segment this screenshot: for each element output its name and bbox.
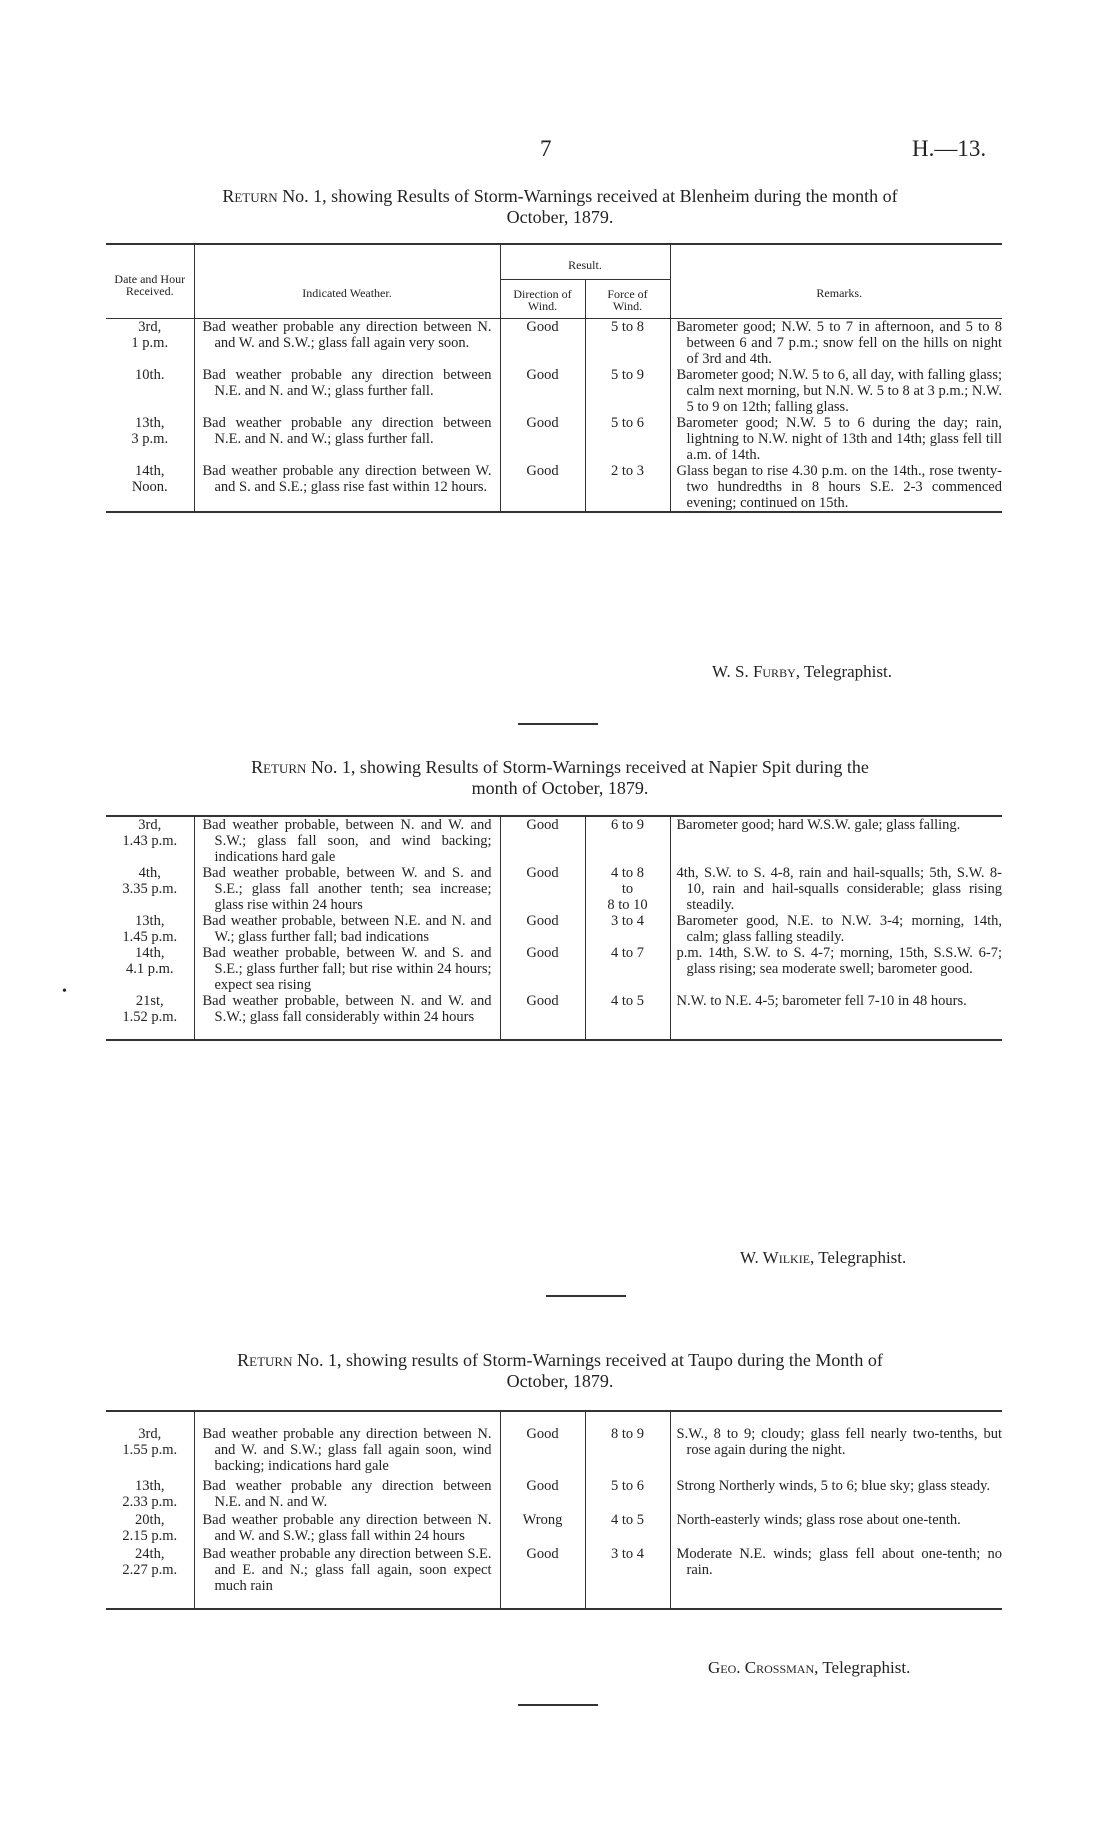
caption-line2: October, 1879. xyxy=(506,1371,614,1391)
row-date: 20th, xyxy=(135,1512,165,1528)
row-date: 13th, xyxy=(135,913,165,929)
row-time: 1.55 p.m. xyxy=(122,1442,178,1458)
row-time: 2.33 p.m. xyxy=(122,1494,178,1510)
row-weather: Bad weather probable, between W. and S. and S.E.; glass fall another tenth; sea increase; glass rise within 24 hours xyxy=(194,865,500,913)
table-row xyxy=(106,319,1002,368)
header-force: Force of Wind. xyxy=(585,280,670,319)
row-weather: Bad weather probable any direction between N. and W. and S.W.; glass fall within 24 hours xyxy=(194,1510,500,1544)
row-force: 4 to 7 xyxy=(585,945,670,993)
caption-line2: month of October, 1879. xyxy=(471,778,649,798)
row-weather: Bad weather probable any direction between N. and W. and S.W.; glass fall again soon, wind backing; indications hard gale xyxy=(194,1411,500,1474)
row-remarks: S.W., 8 to 9; cloudy; glass fell nearly two-tenths, but rose again during the night. xyxy=(676,1426,1002,1458)
blenheim-signature xyxy=(712,662,892,682)
row-force-to: to xyxy=(621,881,634,897)
row-weather: Bad weather probable any direction between N. and W. and S.W.; glass fall again very soon. xyxy=(194,319,500,368)
row-date: 3rd, xyxy=(138,1426,162,1442)
row-date: 4th, xyxy=(138,865,161,881)
row-force: 5 to 9 xyxy=(585,367,670,415)
section-divider xyxy=(546,1295,626,1297)
row-force: 4 to 5 xyxy=(585,1510,670,1544)
row-time: 3.35 p.m. xyxy=(122,881,178,897)
row-weather: Bad weather probable, between N. and W. and S.W.; glass fall considerably within 24 hours xyxy=(194,993,500,1040)
row-weather: Bad weather probable any direction between N.E. and N. and W.; glass further fall. xyxy=(194,415,500,463)
row-remarks: Strong Northerly winds, 5 to 6; blue sky; glass steady. xyxy=(676,1478,991,1494)
table-row xyxy=(106,865,1002,913)
row-time: 1.45 p.m. xyxy=(122,929,178,945)
margin-mark: • xyxy=(62,984,67,999)
row-remarks: 4th, S.W. to S. 4-8, rain and hail-squalls; 5th, S.W. 8-10, rain and hail-squalls considerable; glass rising steadily. xyxy=(676,865,1002,913)
row-remarks: Glass began to rise 4.30 p.m. on the 14th., rose twenty-two hundredths in 8 hours S.E. 2-3 commenced evening; continued on 15th. xyxy=(676,463,1002,511)
caption-text: No. 1, showing Results of Storm-Warnings received at Napier Spit during the xyxy=(310,757,869,777)
row-force: 4 to 8 xyxy=(610,865,645,881)
row-time: 1.52 p.m. xyxy=(122,1009,178,1025)
table-row xyxy=(106,1544,1002,1609)
row-date: 21st, xyxy=(135,993,164,1009)
table-row xyxy=(106,1474,1002,1510)
row-remarks: North-easterly winds; glass rose about one-tenth. xyxy=(676,1512,961,1528)
row-direction: Good xyxy=(500,1544,585,1609)
row-direction: Good xyxy=(500,463,585,512)
row-force: 8 to 9 xyxy=(585,1411,670,1474)
row-remarks: p.m. 14th, S.W. to S. 4-7; morning, 15th, S.S.W. 6-7; glass rising; sea moderate swell; barometer good. xyxy=(676,945,1002,977)
row-date: 24th, xyxy=(135,1546,165,1562)
row-force: 4 to 5 xyxy=(585,993,670,1040)
row-direction: Good xyxy=(500,993,585,1040)
signature-name: Geo. Crossman xyxy=(708,1658,815,1677)
table-row xyxy=(106,415,1002,463)
row-weather: Bad weather probable any direction between N.E. and N. and W.; glass further fall. xyxy=(194,367,500,415)
header-direction: Direction of Wind. xyxy=(500,280,585,319)
row-time: Noon. xyxy=(131,479,168,495)
signature-title: , Telegraphist. xyxy=(814,1658,911,1677)
row-direction: Good xyxy=(500,319,585,368)
row-direction: Good xyxy=(500,415,585,463)
row-remarks: Barometer good; hard W.S.W. gale; glass falling. xyxy=(676,817,961,833)
taupo-table xyxy=(106,1410,1002,1610)
napier-caption xyxy=(140,757,980,799)
row-weather: Bad weather probable any direction between S.E. and E. and N.; glass fall again, soon expect much rain xyxy=(194,1544,500,1609)
row-weather: Bad weather probable, between N.E. and N. and W.; glass further fall; bad indications xyxy=(194,913,500,945)
row-force: 3 to 4 xyxy=(585,913,670,945)
signature-title: , Telegraphist. xyxy=(810,1248,907,1267)
row-force: 5 to 6 xyxy=(585,1474,670,1510)
caption-line2: October, 1879. xyxy=(506,207,614,227)
signature-name: W. S. Furby xyxy=(712,662,796,681)
row-force: 5 to 6 xyxy=(585,415,670,463)
row-direction: Wrong xyxy=(500,1510,585,1544)
row-weather: Bad weather probable any direction between N.E. and N. and W. xyxy=(194,1474,500,1510)
document-reference: H.—13. xyxy=(912,136,987,161)
table-row xyxy=(106,816,1002,865)
blenheim-table xyxy=(106,243,1002,513)
table-row xyxy=(106,1510,1002,1544)
row-date: 3rd, xyxy=(138,319,162,335)
row-remarks: N.W. to N.E. 4-5; barometer fell 7-10 in 48 hours. xyxy=(676,993,967,1009)
row-direction: Good xyxy=(500,865,585,913)
row-direction: Good xyxy=(500,1411,585,1474)
row-remarks: Barometer good; N.W. 5 to 7 in afternoon, and 5 to 8 between 6 and 7 p.m.; snow fell on the hills on night of 3rd and 4th. xyxy=(676,319,1002,367)
caption-lead: Return xyxy=(222,186,278,206)
caption-lead: Return xyxy=(251,757,307,777)
table-row xyxy=(106,1411,1002,1474)
caption-text: No. 1, showing Results of Storm-Warnings received at Blenheim during the month of xyxy=(282,186,898,206)
row-force: 2 to 3 xyxy=(585,463,670,512)
row-time: 3 p.m. xyxy=(131,431,169,447)
section-divider xyxy=(518,1704,598,1706)
caption-lead: Return xyxy=(237,1350,293,1370)
row-time: 1 p.m. xyxy=(131,335,169,351)
row-time: 2.15 p.m. xyxy=(122,1528,178,1544)
row-remarks: Moderate N.E. winds; glass fell about one-tenth; no rain. xyxy=(676,1546,1002,1578)
row-time: 1.43 p.m. xyxy=(122,833,178,849)
table-row xyxy=(106,367,1002,415)
row-date: 13th, xyxy=(135,415,165,431)
napier-table xyxy=(106,815,1002,1041)
row-remarks: Barometer good, N.E. to N.W. 3-4; morning, 14th, calm; glass falling steadily. xyxy=(676,913,1002,945)
napier-signature xyxy=(740,1248,906,1268)
row-direction: Good xyxy=(500,913,585,945)
table-row xyxy=(106,913,1002,945)
signature-name: W. Wilkie xyxy=(740,1248,811,1267)
row-force: 6 to 9 xyxy=(585,816,670,865)
table-row xyxy=(106,945,1002,993)
row-date: 14th, xyxy=(135,463,165,479)
row-weather: Bad weather probable any direction between W. and S. and S.E.; glass rise fast within 12 hours. xyxy=(194,463,500,512)
row-direction: Good xyxy=(500,816,585,865)
row-date: 13th, xyxy=(135,1478,165,1494)
taupo-signature xyxy=(708,1658,910,1678)
table-row xyxy=(106,993,1002,1040)
row-direction: Good xyxy=(500,1474,585,1510)
header-date: Date and Hour Received. xyxy=(106,244,194,319)
row-force: 5 to 8 xyxy=(585,319,670,368)
row-force-second: 8 to 10 xyxy=(607,897,648,913)
header-result: Result. xyxy=(500,244,670,280)
row-time: 2.27 p.m. xyxy=(122,1562,178,1578)
header-remarks: Remarks. xyxy=(816,286,863,300)
row-remarks: Barometer good; N.W. 5 to 6 during the day; rain, lightning to N.W. night of 13th and 14th; glass fell till a.m. of 14th. xyxy=(676,415,1002,463)
header-weather: Indicated Weather. xyxy=(194,244,500,319)
row-time: 4.1 p.m. xyxy=(125,961,174,977)
row-direction: Good xyxy=(500,945,585,993)
signature-title: , Telegraphist. xyxy=(795,662,892,681)
row-weather: Bad weather probable, between W. and S. and S.E.; glass further fall; but rise within 24 hours; expect sea rising xyxy=(194,945,500,993)
row-date: 3rd, xyxy=(138,817,162,833)
section-divider xyxy=(518,723,598,725)
blenheim-caption xyxy=(140,186,980,228)
row-force: 3 to 4 xyxy=(585,1544,670,1609)
taupo-caption xyxy=(140,1350,980,1392)
row-date: 10th. xyxy=(135,367,165,383)
row-date: 14th, xyxy=(135,945,165,961)
caption-text: No. 1, showing results of Storm-Warnings received at Taupo during the Month of xyxy=(296,1350,883,1370)
row-remarks: Barometer good; N.W. 5 to 6, all day, with falling glass; calm next morning, but N.N. W. 5 to 8 at 3 p.m.; N.W. 5 to 9 on 12th; falling glass. xyxy=(676,367,1002,415)
row-weather: Bad weather probable, between N. and W. and S.W.; glass fall soon, and wind backing; indications hard gale xyxy=(194,816,500,865)
page-number: 7 xyxy=(540,136,552,161)
row-direction: Good xyxy=(500,367,585,415)
table-row xyxy=(106,463,1002,512)
